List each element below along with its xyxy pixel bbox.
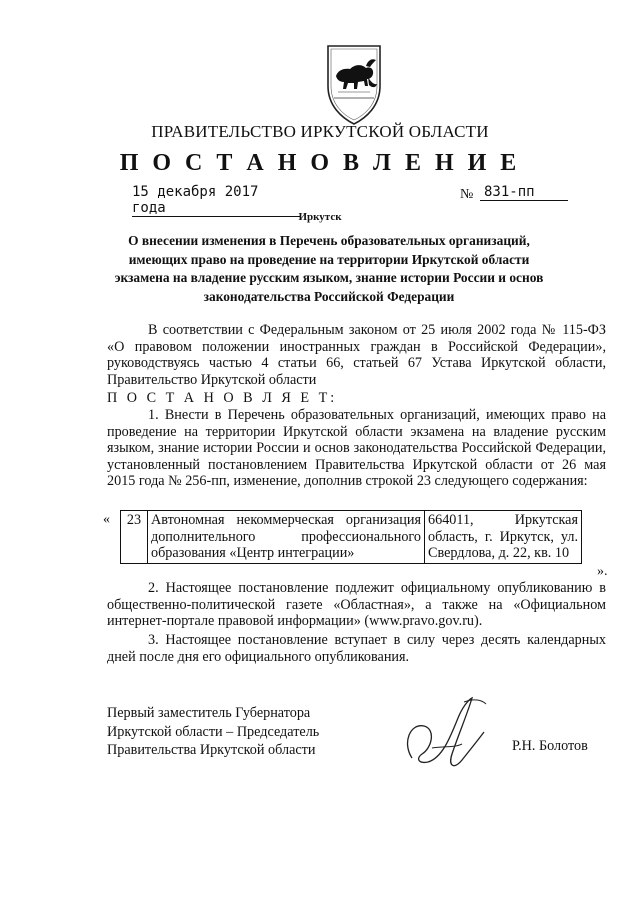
document-title: О внесении изменения в Перечень образовательных организаций, имеющих право на проведение на территории Иркутской области экзамена на владение русским языком, знание истории России и основ законодательства Российской Федерации <box>114 233 544 304</box>
row-number: 23 <box>121 511 148 564</box>
signer-position-line-2: Иркутской области – Председатель <box>107 723 320 740</box>
table-open-quote: « <box>103 512 110 527</box>
table-row <box>121 511 582 564</box>
document-number: 831-пп <box>480 184 568 201</box>
signer-name: Р.Н. Болотов <box>512 738 588 754</box>
preamble: В соответствии с Федеральным законом от 25 июля 2002 года № 115-ФЗ «О правовом положении иностранных граждан в Российской Федерации», руководствуясь частью 4 статьи 66, статьей 67 Устава Иркутской области, Правительство Иркутской области <box>107 322 606 388</box>
organization-cell: Автономная некоммерческая организация дополнительного профессионального образования «Центр интеграции» <box>148 511 425 564</box>
signature-icon <box>392 688 502 788</box>
government-name: ПРАВИТЕЛЬСТВО ИРКУТСКОЙ ОБЛАСТИ <box>151 122 489 141</box>
item-2: 2. Настоящее постановление подлежит официальному опубликованию в общественно-политической газете «Областная», а также на «Официальном интернет-портале правовой информации» (www.pravo.gov.ru). <box>107 580 606 630</box>
item-1: 1. Внести в Перечень образовательных организаций, имеющих право на проведение на территории Иркутской области экзамена на владение русским языком, знание истории России и основ законодательства Российской Федерации, установленный постановлением Правительства Иркутской области от 26 мая 2015 года № 256-пп, изменение, дополнив строкой 23 следующего содержания: <box>107 407 606 490</box>
document-type: П О С Т А Н О В Л Е Н И Е <box>119 150 521 176</box>
address-cell: 664011, Иркутская область, г. Иркутск, ул. Свердлова, д. 22, кв. 10 <box>425 511 582 564</box>
list-row-table <box>120 510 582 564</box>
item-3: 3. Настоящее постановление вступает в силу через десять календарных дней после дня его официального опубликования. <box>107 632 606 665</box>
coat-of-arms-icon <box>322 42 386 126</box>
number-label: № <box>460 187 474 202</box>
signer-position <box>107 704 319 760</box>
postanovlyaet: П О С Т А Н О В Л Я Е Т: <box>107 390 338 406</box>
date-value: 15 декабря 2017 года <box>132 184 300 217</box>
city: Иркутск <box>298 211 342 223</box>
signer-position-line-1: Первый заместитель Губернатора <box>107 705 311 721</box>
table-close-quote: ». <box>597 564 608 579</box>
signer-position-line-3: Правительства Иркутской области <box>107 742 316 758</box>
